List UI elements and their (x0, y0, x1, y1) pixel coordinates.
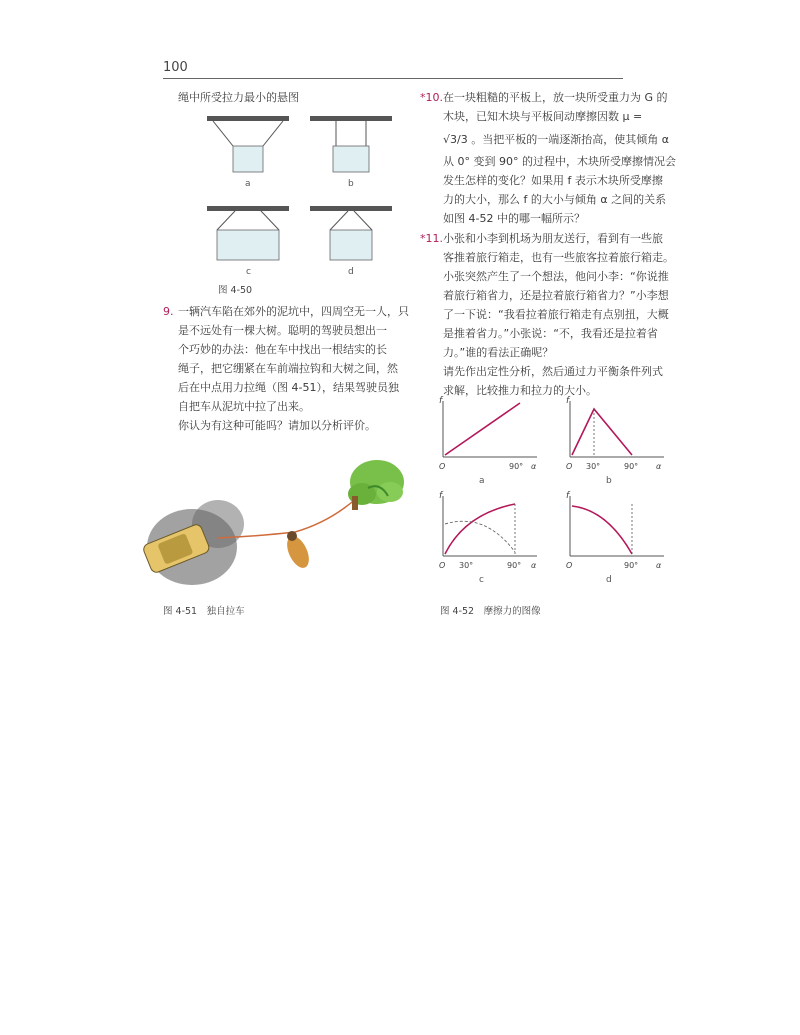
curve-a (445, 403, 520, 455)
graph-label-c: c (479, 575, 484, 585)
figure-4-52-caption: 图 4-52 摩擦力的图像 (440, 606, 541, 617)
figure-4-51-caption: 图 4-51 独自拉车 (163, 606, 245, 617)
y-axis-label: f (439, 491, 443, 501)
intro-text: 绳中所受拉力最小的悬图 (178, 91, 299, 104)
tick-30: 30° (459, 561, 474, 570)
x-axis-label: α (656, 561, 662, 570)
question-11-line: 力。”谁的看法正确呢？ (443, 346, 554, 359)
question-9-number: 9. (163, 305, 174, 318)
origin-label: O (566, 462, 573, 471)
hanging-box-c (195, 198, 315, 283)
question-10-line: 力的大小，那么 f 的大小与倾角 α 之间的关系 (443, 193, 667, 206)
curve-d (572, 506, 632, 554)
question-10-number: *10. (420, 91, 443, 104)
tick-90: 90° (507, 561, 522, 570)
question-9-line: 个巧妙的办法：他在车中找出一根结实的长 (178, 343, 387, 356)
graph-b (552, 395, 677, 485)
question-10-line: 如图 4-52 中的哪一幅所示？ (443, 212, 585, 225)
question-9-line: 绳子，把它绷紧在车前端拉钩和大树之间，然 (178, 362, 398, 375)
question-11-line: 了一下说：“我看拉着旅行箱走有点别扭，大概 (443, 308, 669, 321)
question-11-line: 客推着旅行箱走，也有一些旅客拉着旅行箱走。 (443, 251, 674, 264)
question-10-line: 发生怎样的变化？如果用 f 表示木块所受摩擦 (443, 174, 663, 187)
question-9-line: 你认为有这种可能吗？请加以分析评价。 (178, 419, 376, 432)
hanging-box-b (300, 108, 420, 193)
question-11-line: 请先作出定性分析，然后通过力平衡条件列式 (443, 365, 663, 378)
y-axis-label: f (439, 396, 443, 406)
page-number: 100 (163, 60, 188, 75)
header-rule (163, 78, 623, 79)
question-11-number: *11. (420, 232, 443, 245)
tree (348, 460, 404, 510)
question-11-line: 小张突然产生了一个想法，他问小李：“你说推 (443, 270, 669, 283)
question-10-line: √3/3 。当把平板的一端逐渐抬高，使其倾角 α (443, 133, 669, 146)
illustration-car-pulled-by-rope (130, 452, 430, 602)
graph-label-d: d (606, 575, 612, 585)
graph-a (425, 395, 550, 485)
panel-label-b: b (348, 179, 354, 189)
hanging-box-a (195, 108, 315, 193)
question-10-line: 在一块粗糙的平板上，放一块所受重力为 G 的 (443, 91, 668, 104)
panel-label-c: c (246, 267, 251, 277)
graph-d (552, 490, 677, 585)
question-10-line: 木块，已知木块与平板间动摩擦因数 μ = (443, 110, 643, 123)
origin-label: O (439, 561, 446, 570)
x-axis-label: α (531, 462, 537, 471)
question-10-line: 从 0° 变到 90° 的过程中，木块所受摩擦情况会 (443, 155, 676, 168)
curve-b (572, 409, 632, 455)
y-axis-label: f (566, 491, 570, 501)
driver (283, 531, 314, 571)
graph-label-a: a (479, 476, 485, 485)
graph-label-b: b (606, 476, 612, 485)
panel-label-a: a (245, 179, 251, 189)
tick-90: 90° (509, 462, 524, 471)
question-11-line: 求解，比较推力和拉力的大小。 (443, 384, 597, 397)
curve-c (445, 504, 515, 554)
origin-label: O (439, 462, 446, 471)
y-axis-label: f (566, 396, 570, 406)
x-axis-label: α (531, 561, 537, 570)
question-11-line: 小张和小李到机场为朋友送行，看到有一些旅 (443, 232, 663, 245)
tick-90: 90° (624, 561, 639, 570)
graph-c (425, 490, 550, 585)
tick-30: 30° (586, 462, 601, 471)
question-9-line: 自把车从泥坑中拉了出来。 (178, 400, 310, 413)
question-9-line: 后在中点用力拉绳（图 4-51），结果驾驶员独 (178, 381, 399, 394)
question-11-line: 是推着省力。”小张说：“不，我看还是拉着省 (443, 327, 658, 340)
question-9-line: 一辆汽车陷在郊外的泥坑中，四周空无一人，只 (178, 305, 409, 318)
figure-4-50-caption: 图 4-50 (218, 285, 253, 296)
x-axis-label: α (656, 462, 662, 471)
question-11-line: 着旅行箱省力，还是拉着旅行箱省力？”小李想 (443, 289, 669, 302)
origin-label: O (566, 561, 573, 570)
tick-90: 90° (624, 462, 639, 471)
panel-label-d: d (348, 267, 354, 277)
question-9-line: 是不远处有一棵大树。聪明的驾驶员想出一 (178, 324, 387, 337)
hanging-box-d (300, 198, 420, 283)
